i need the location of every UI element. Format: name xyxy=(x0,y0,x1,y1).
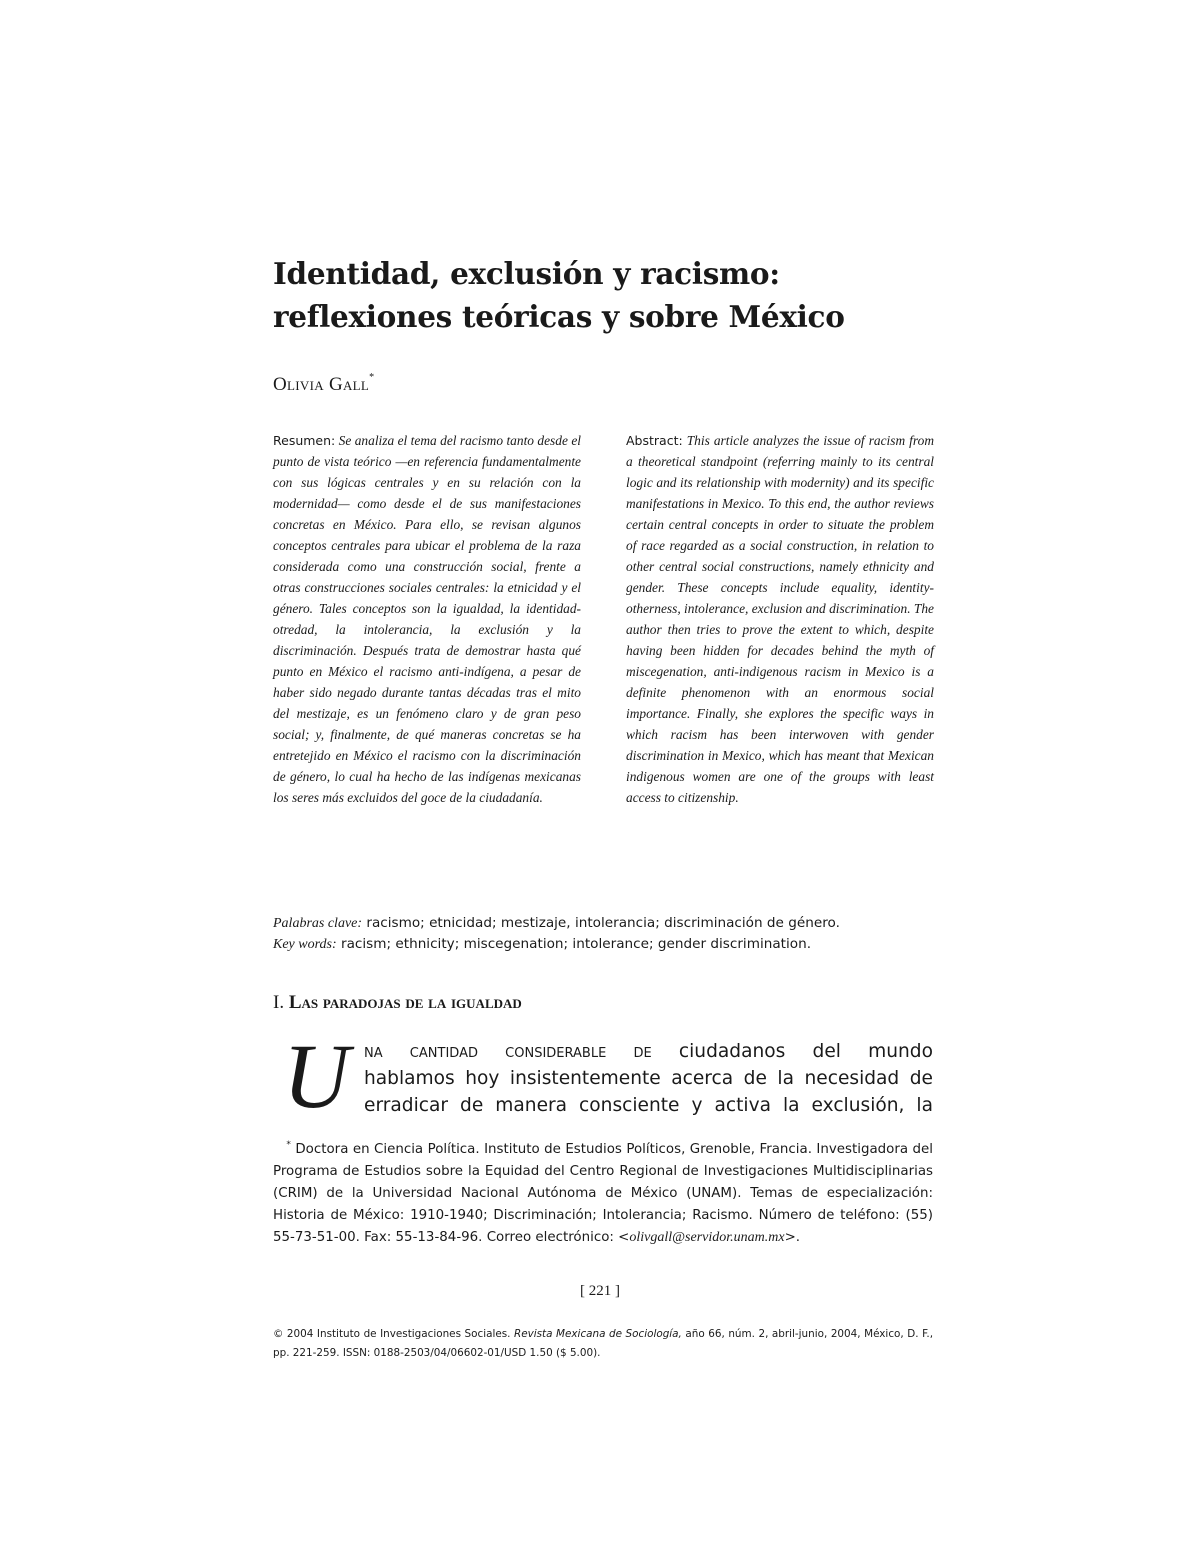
copyright-journal: Revista Mexicana de Sociología, xyxy=(514,1328,682,1340)
footnote-end: >. xyxy=(784,1230,801,1245)
abstract-english xyxy=(626,430,934,808)
keywords-spanish-label: Palabras clave: xyxy=(273,916,363,931)
keywords-spanish-text: racismo; etnicidad; mestizaje, intolerancia; discriminación de género. xyxy=(366,915,840,931)
author-first-name: Olivia xyxy=(273,374,324,395)
footnote-mark: * xyxy=(286,1140,291,1150)
intro-line-1 xyxy=(364,1038,933,1065)
copyright-prefix: © 2004 Instituto de Investigaciones Sociales. xyxy=(273,1328,511,1340)
abstract-english-label: Abstract: xyxy=(626,433,683,448)
footnote xyxy=(273,1134,933,1249)
footnote-text: Doctora en Ciencia Política. Instituto de Estudios Políticos, Grenoble, Francia. Investigadora del Programa de Estudios sobre la Equidad del Centro Regional de Investigaciones Multidisciplinarias (CRIM) de la Universidad Nacional Autónoma de México (UNAM). Temas de especialización: Historia de México: 1910-1940; Discriminación; Intolerancia; Racismo. Número de teléfono: (55) 55-73-51-00. Fax: 55-13-84-96. Correo electrónico: < xyxy=(273,1142,933,1245)
section-title-text: Las paradojas de la igualdad xyxy=(288,992,522,1013)
drop-cap: U xyxy=(283,1025,350,1127)
abstract-spanish-text: Se analiza el tema del racismo tanto desde el punto de vista teórico —en referencia fundamentalmente con sus lógicas centrales y en su relación con la modernidad— como desde el de sus manifestaciones concretas en México. Para ello, se revisan algunos conceptos centrales para ubicar el problema de la raza considerada como una construcción social, frente a otras construcciones sociales centrales: la etnicidad y el género. Tales conceptos son la igualdad, la identidad-otredad, la intolerancia, la exclusión y la discriminación. Después trata de demostrar hasta qué punto en México el racismo anti-indígena, a pesar de haber sido negado durante tantas décadas tras el mito del mestizaje, es un fenómeno claro y de gran peso social; y, finalmente, de qué maneras concretas se ha entretejido en México el racismo con la discriminación de género, lo cual ha hecho de las indígenas mexicanas los seres más excluidos del goce de la ciudadanía. xyxy=(273,433,581,805)
author-name xyxy=(273,372,374,396)
footnote-email: olivgall@servidor.unam.mx xyxy=(629,1230,785,1245)
keywords-spanish xyxy=(273,913,933,934)
copyright-suffix: año 66, núm. 2, abril-junio, 2004, México, D. F., pp. 221-259. ISSN: 0188-2503/04/06602-01/USD 1.50 ($ 5.00). xyxy=(273,1328,933,1359)
intro-line-3: erradicar de manera consciente y activa la exclusión, la xyxy=(364,1095,933,1116)
abstract-spanish xyxy=(273,430,581,808)
keywords-english-text: racism; ethnicity; miscegenation; intolerance; gender discrimination. xyxy=(340,936,812,952)
section-number: I. xyxy=(273,992,285,1013)
abstract-english-text: This article analyzes the issue of racism from a theoretical standpoint (referring mainly to its central logic and its relationship with modernity) and its specific manifestations in Mexico. To this end, the author reviews certain central concepts in order to situate the problem of race regarded as a social construction, in relation to other central social constructions, namely ethnicity and gender. These concepts include equality, identity-otherness, intolerance, exclusion and discrimination. The author then tries to prove the extent to which, despite having been hidden for decades behind the myth of miscegenation, anti-indigenous racism in Mexico is a definite phenomenon with an enormous social importance. Finally, she explores the specific ways in which racism has been interwoven with gender discrimination in Mexico, which has meant that Mexican indigenous women are one of the groups with least access to citizenship. xyxy=(626,433,934,805)
author-footnote-mark: * xyxy=(369,372,375,383)
intro-line-1-rest: ciudadanos del mundo xyxy=(678,1041,933,1062)
keywords-block xyxy=(273,913,933,955)
author-last-name: Gall xyxy=(328,374,370,395)
abstract-spanish-label: Resumen: xyxy=(273,433,336,448)
section-heading xyxy=(273,992,522,1014)
keywords-english xyxy=(273,934,933,955)
intro-line-2: hablamos hoy insistentemente acerca de la necesidad de xyxy=(364,1068,933,1089)
copyright-notice xyxy=(273,1325,933,1363)
article-title: Identidad, exclusión y racismo: reflexiones teóricas y sobre México xyxy=(273,256,845,334)
intro-smallcaps: na cantidad considerable de xyxy=(364,1041,652,1062)
keywords-english-label: Key words: xyxy=(273,937,337,952)
page-number: [ 221 ] xyxy=(580,1283,620,1299)
